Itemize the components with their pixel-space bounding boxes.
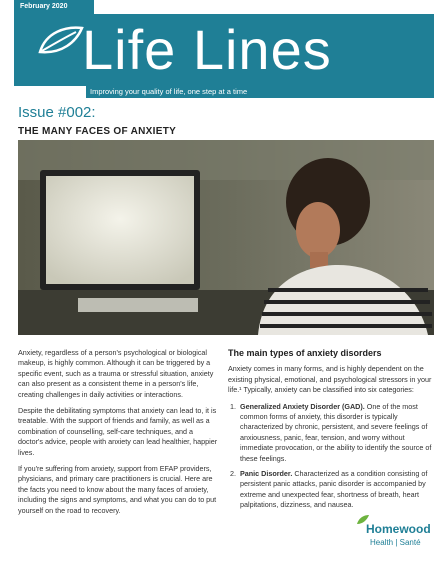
item-term: Panic Disorder. xyxy=(240,469,293,479)
masthead xyxy=(14,14,434,86)
disorder-list xyxy=(228,402,432,511)
item-text: One of the most common forms of anxiety, this disorder is typically characterized by chronic, persistent, and severe feelings of anxiousness, panic, fear, tension, and worry without immediate provocation, or the ability to identify the source of these feelings. xyxy=(240,401,432,463)
right-column xyxy=(228,348,432,516)
logo-subtitle: Health | Santé xyxy=(370,538,421,547)
paragraph: Despite the debilitating symptoms that anxiety can lead to, it is treatable. With the support of friends and family, as well as a combination of counselling, self-care techniques, and a doctor's advice, people with anxiety can lead healthier, happier lives. xyxy=(18,406,218,457)
tagline: Improving your quality of life, one step at a time xyxy=(90,87,248,96)
paragraph: If you're suffering from anxiety, support from EFAP providers, physicians, and primary care practitioners is crucial. Here are the facts you need to know about the many faces of anxiety, including the signs and symptoms, and what you can do to put yourself on the road to recovery. xyxy=(18,464,217,515)
leaf-icon xyxy=(36,22,86,62)
logo-name: Homewood xyxy=(366,522,431,536)
paragraph: Anxiety, regardless of a person's psychological or biological makeup, is highly common. Although it can be triggered by a specific event, such as a trauma or stressful situation, anxiety can also present as a consistent theme in a person's life, creating challenges in daily activities or interactions. xyxy=(18,348,214,399)
issue-number: Issue #002: xyxy=(18,104,96,121)
list-item xyxy=(238,402,432,464)
paragraph: Anxiety comes in many forms, and is highly dependent on the existing physical, emotional, and psychological stressors in your life.¹ Typically, anxiety can be classified into six categories: xyxy=(228,364,432,395)
homewood-logo xyxy=(366,522,436,562)
issue-title: THE MANY FACES OF ANXIETY xyxy=(18,126,177,137)
item-term: Generalized Anxiety Disorder (GAD). xyxy=(240,401,365,411)
item-text: Characterized as a condition consisting of persistent panic attacks, panic disorder is accompanied by extreme and unexpected fear, shortness of breath, heart palpitations, dizziness, and nausea. xyxy=(240,469,428,510)
tagline-bar xyxy=(86,86,434,98)
newsletter-title: Life Lines xyxy=(82,18,332,81)
list-item xyxy=(238,469,432,511)
section-heading: The main types of anxiety disorders xyxy=(228,348,382,358)
hero-photo xyxy=(18,140,434,335)
issue-date: February 2020 xyxy=(14,0,94,14)
left-column xyxy=(18,348,218,522)
